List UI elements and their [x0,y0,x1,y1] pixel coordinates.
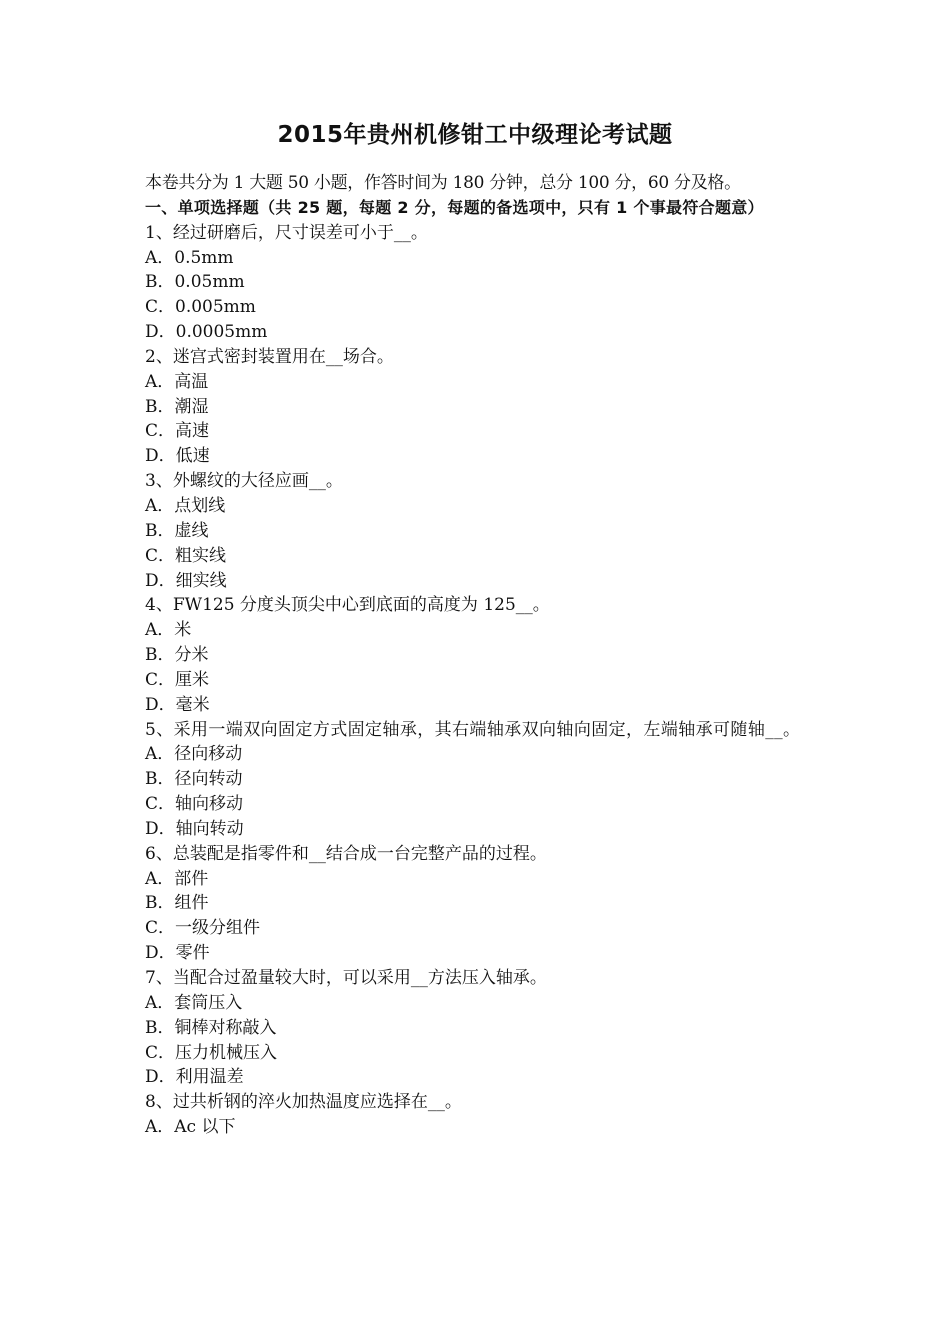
option-d: D．低速 [145,446,210,467]
option-c: C．高速 [145,421,210,442]
option-b: B．虚线 [145,520,209,541]
option-d: D．零件 [145,943,210,964]
option-a: A．米 [145,620,192,641]
option-a: A．Ac 以下 [145,1117,236,1138]
option-c: C．粗实线 [145,545,227,566]
option-d: D．细实线 [145,570,227,591]
option-b: B．潮湿 [145,396,209,417]
page-title: 2015年贵州机修钳工中级理论考试题 [277,122,673,148]
question-2 [145,345,810,469]
question-stem: 5、采用一端双向固定方式固定轴承，其右端轴承双向轴向固定，左端轴承可随轴__。 [145,719,801,740]
option-b: B．径向转动 [145,769,243,790]
question-stem: 3、外螺纹的大径应画__。 [145,471,343,492]
option-c: C．0.005mm [145,297,256,318]
option-a: A．部件 [145,868,209,889]
option-c: C．厘米 [145,669,210,690]
section-heading: 一、单项选择题（共 25 题，每题 2 分，每题的备选项中，只有 1 个事最符合题意） [145,197,764,217]
question-stem: 7、当配合过盈量较大时，可以采用__方法压入轴承。 [145,968,547,988]
option-a: A．点划线 [145,495,226,516]
option-d: D．轴向转动 [145,818,244,839]
question-8 [145,1090,810,1140]
option-a: A．径向移动 [145,744,243,765]
question-5 [145,718,810,842]
option-a: A．0.5mm [145,247,234,268]
exam-intro: 本卷共分为 1 大题 50 小题，作答时间为 180 分钟，总分 100 分，60 分及格。 [145,173,741,193]
question-6 [145,842,810,966]
option-c: C．压力机械压入 [145,1042,278,1063]
question-stem: 8、过共析钢的淬火加热温度应选择在__。 [145,1092,462,1113]
option-b: B．铜棒对称敲入 [145,1017,277,1038]
option-d: D．0.0005mm [145,322,268,343]
question-stem: 4、FW125 分度头顶尖中心到底面的高度为 125__。 [145,595,550,616]
question-7 [145,966,810,1090]
exam-content [145,171,810,1140]
question-stem: 2、迷宫式密封装置用在__场合。 [145,346,394,367]
question-1 [145,221,810,345]
option-a: A．高温 [145,371,209,392]
question-4 [145,593,810,717]
option-c: C．轴向移动 [145,794,244,815]
option-b: B．组件 [145,893,209,914]
option-b: B．0.05mm [145,272,245,293]
option-d: D．毫米 [145,694,210,715]
question-3 [145,469,810,593]
option-a: A．套筒压入 [145,992,243,1013]
option-b: B．分米 [145,645,209,666]
option-d: D．利用温差 [145,1067,244,1088]
question-stem: 1、经过研磨后，尺寸误差可小于__。 [145,222,428,243]
question-stem: 6、总装配是指零件和__结合成一台完整产品的过程。 [145,843,547,864]
option-c: C．一级分组件 [145,918,261,939]
